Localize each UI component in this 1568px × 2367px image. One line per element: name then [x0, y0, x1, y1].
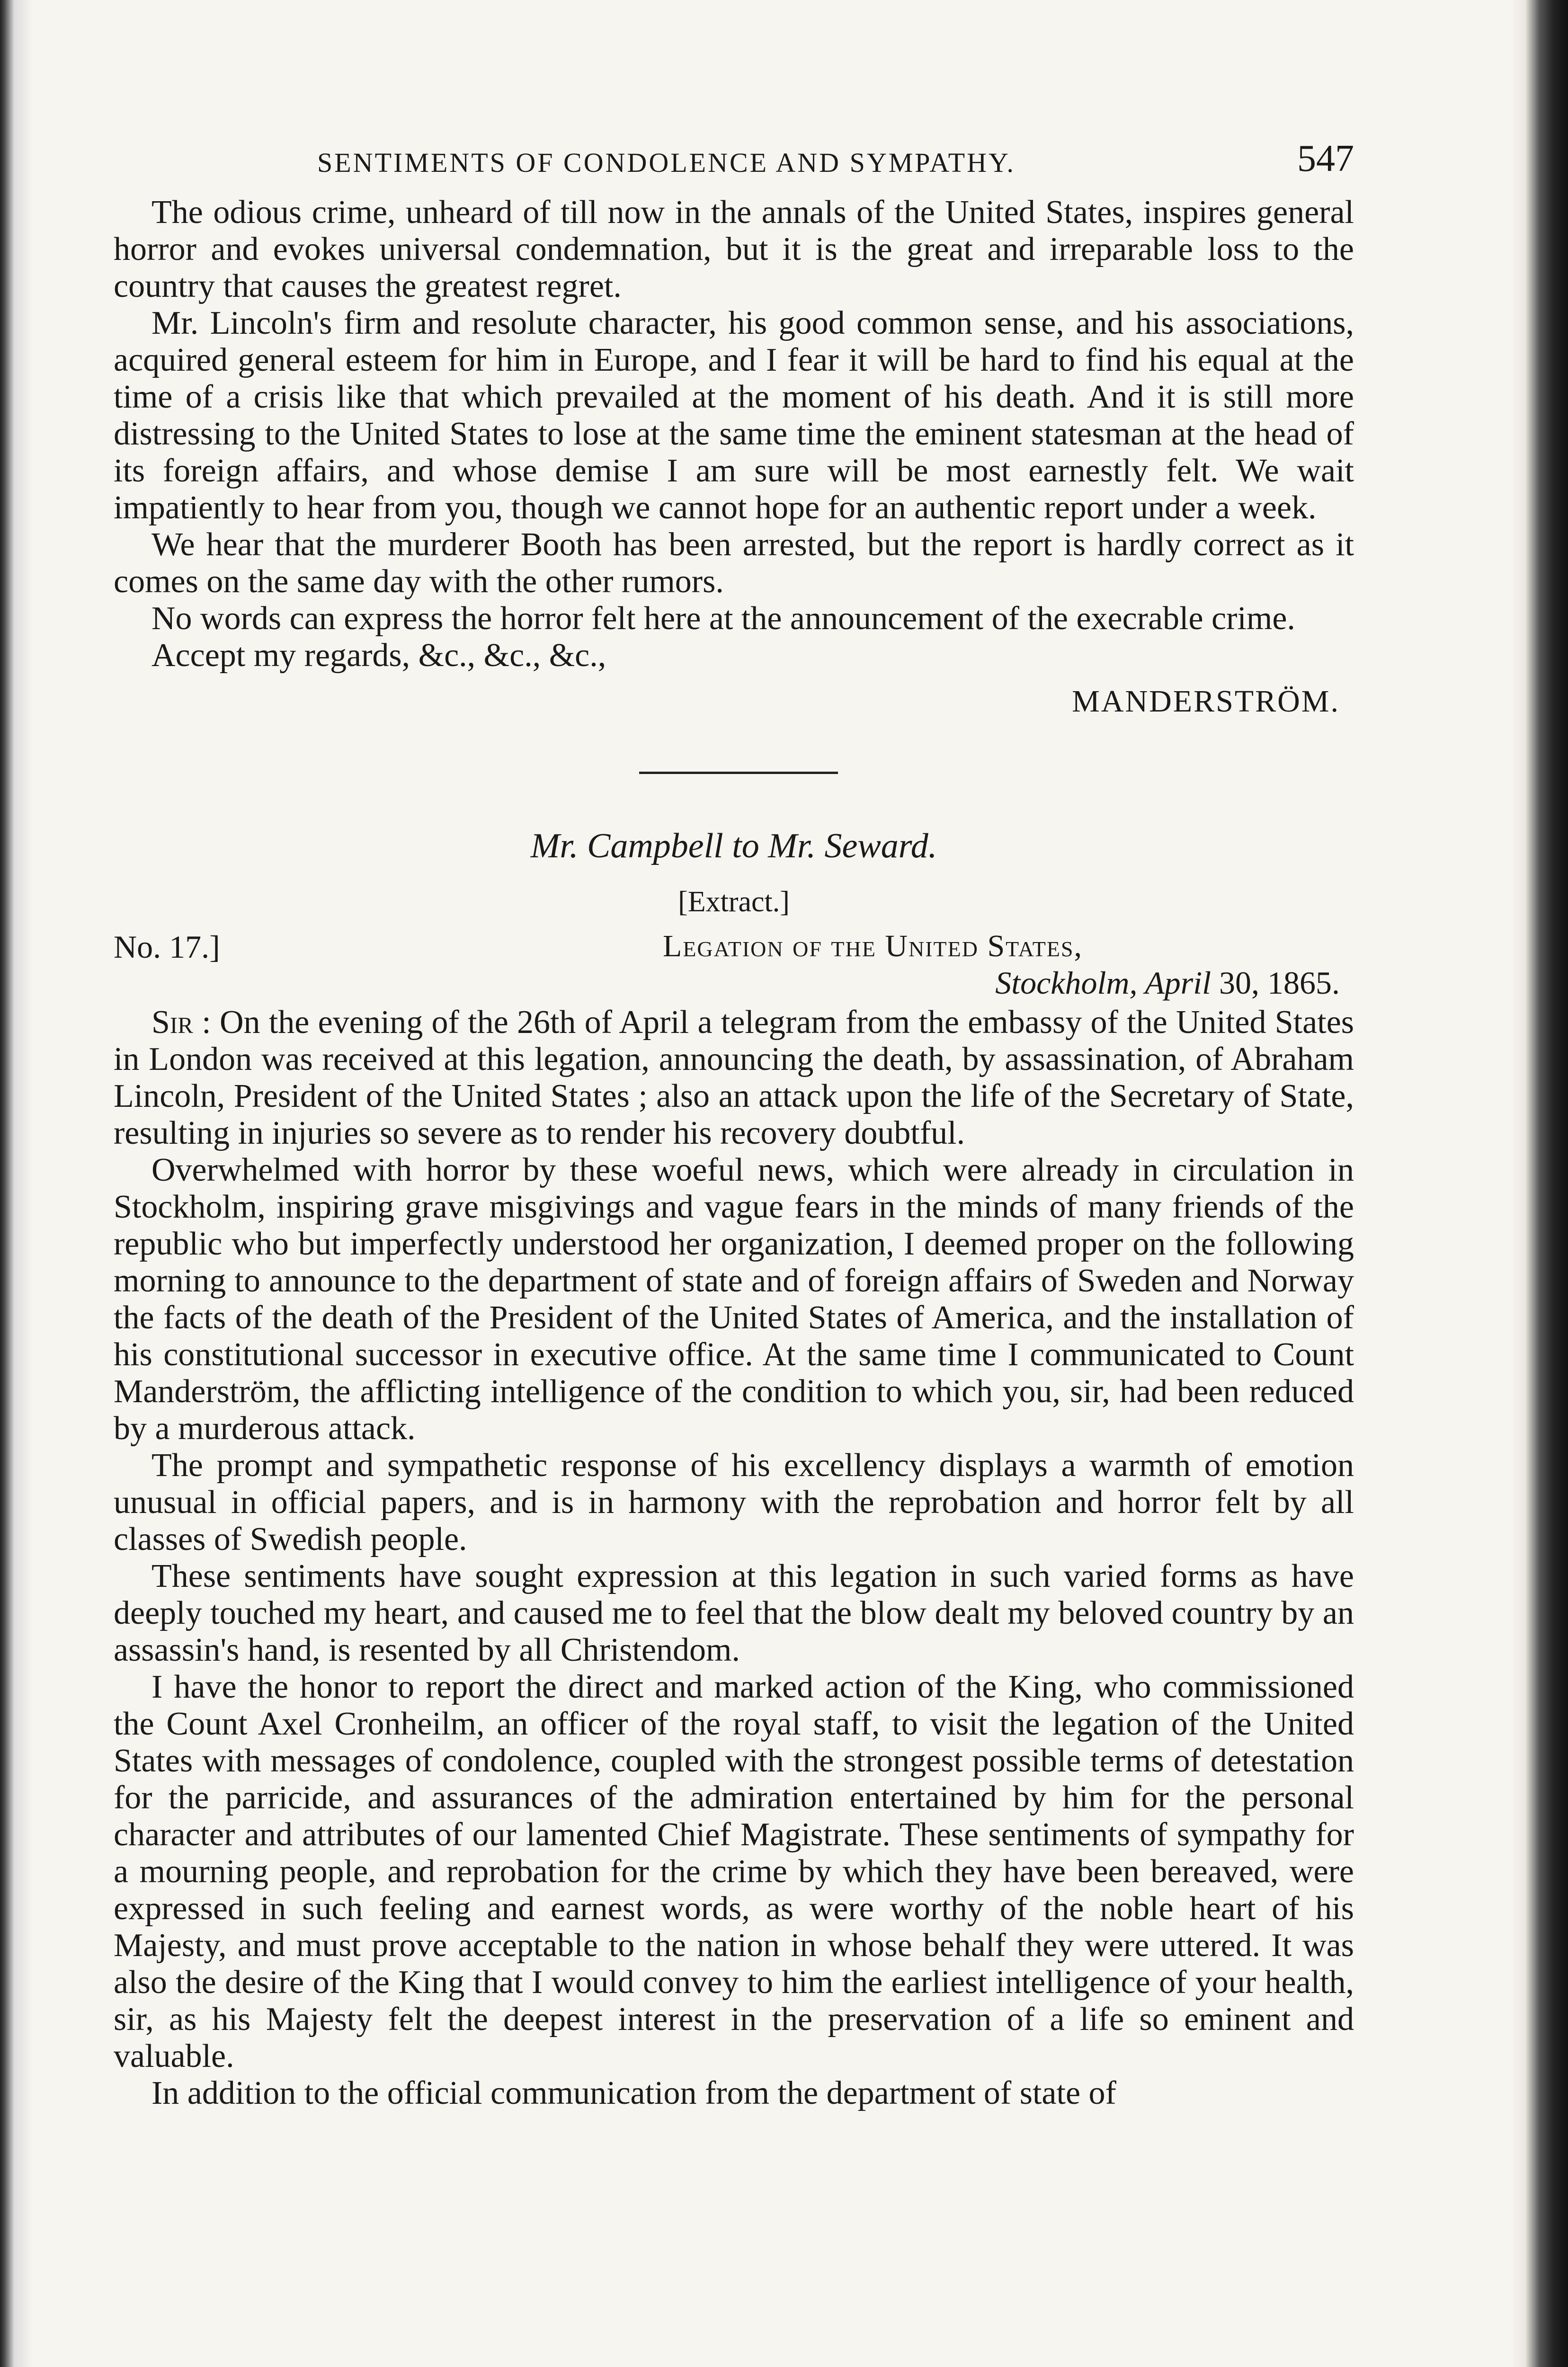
- salutation: Sir :: [151, 1004, 211, 1041]
- left-page-edge: [0, 0, 33, 2367]
- paragraph: Overwhelmed with horror by these woeful news, which were already in circulation in Stockholm, inspiring grave misgivings and vague fears in the minds of many friends of the republic who but imperfectly understood her organization, I deemed proper on the following morning to announce to the department of state and of foreign affairs of Sweden and Norway the facts of the death of the President of the United States of America, and the installation of his constitutional successor in executive office. At the same time I communicated to Count Manderström, the afflicting intelligence of the condition to which you, sir, had been reduced by a murderous attack.: [114, 1152, 1354, 1447]
- paragraph: The prompt and sympathetic response of his excellency displays a warmth of emotion unusual in official papers, and is in harmony with the reprobation and horror felt by all classes of Swedish people.: [114, 1447, 1354, 1557]
- letter-two: [114, 826, 1354, 2112]
- legation-name: Legation of the United States,: [663, 929, 1083, 963]
- paragraph: [114, 1004, 1354, 1152]
- paragraph: The odious crime, unheard of till now in the annals of the United States, inspires general horror and evokes universal condemnation, but it is the great and irreparable loss to the country that causes the greatest regret.: [114, 194, 1354, 304]
- signature: MANDERSTRÖM.: [1072, 684, 1340, 719]
- paragraph: I have the honor to report the direct and marked action of the King, who commissioned the Count Axel Cronheilm, an officer of the royal staff, to visit the legation of the United States with messages of condolence, coupled with the strongest possible terms of detestation for the parricide, and assurances of the admiration entertained by him for the personal character and attributes of our lamented Chief Magistrate. These sentiments of sympathy for a mourning people, and reprobation for the crime by which they have been bereaved, were expressed in such feeling and earnest words, as were worthy of the noble heart of his Majesty, and must prove acceptable to the nation in whose behalf they were uttered. It was also the desire of the King that I would convey to him the earliest intelligence of your health, sir, as his Majesty felt the deepest interest in the preservation of a life so eminent and valuable.: [114, 1669, 1354, 2074]
- right-page-edge: [1511, 0, 1568, 2367]
- letter-heading: Mr. Campbell to Mr. Seward.: [530, 827, 937, 865]
- running-head: [114, 137, 1354, 194]
- letter-meta: [114, 928, 1354, 1004]
- closing: Accept my regards, &c., &c., &c.,: [151, 637, 606, 674]
- running-title: SENTIMENTS OF CONDOLENCE AND SYMPATHY.: [317, 147, 1016, 178]
- place-date: [995, 964, 1340, 1002]
- paragraph: No words can express the horror felt here at the announcement of the execrable crime.: [151, 600, 1295, 637]
- paragraph: These sentiments have sought expression at this legation in such varied forms as have deeply touched my heart, and caused me to feel that the blow dealt my beloved country by an assassin's hand, is resented by all Christendom.: [114, 1558, 1354, 1668]
- page-content: [114, 137, 1354, 2112]
- date: 30, 1865.: [1219, 965, 1340, 1001]
- extract-label: [Extract.]: [678, 886, 790, 918]
- section-divider: [639, 772, 838, 774]
- paragraph-text: On the evening of the 26th of April a telegram from the embassy of the United States in London was received at this legation, announcing the death, by assassination, of Abraham Lincoln, President of the United States ; also an attack upon the life of the Secretary of State, resulting in injuries so severe as to render his recovery doubtful.: [114, 1004, 1354, 1151]
- paragraph: In addition to the official communication from the department of state of: [151, 2075, 1116, 2111]
- letter-one: [114, 194, 1354, 720]
- paragraph: Mr. Lincoln's firm and resolute character, his good common sense, and his associations, acquired general esteem for him in Europe, and I fear it will be hard to find his equal at the time of a crisis like that which prevailed at the moment of his death. And it is still more distressing to the United States to lose at the same time the eminent statesman at the head of its foreign affairs, and whose demise I am sure will be most earnestly felt. We wait impatiently to hear from you, though we cannot hope for an authentic report under a week.: [114, 305, 1354, 526]
- paragraph: We hear that the murderer Booth has been arrested, but the report is hardly correct as it comes on the same day with the other rumors.: [114, 526, 1354, 600]
- place: Stockholm, April: [995, 965, 1211, 1001]
- document-number: No. 17.]: [114, 929, 220, 965]
- page-number: 547: [1297, 138, 1354, 179]
